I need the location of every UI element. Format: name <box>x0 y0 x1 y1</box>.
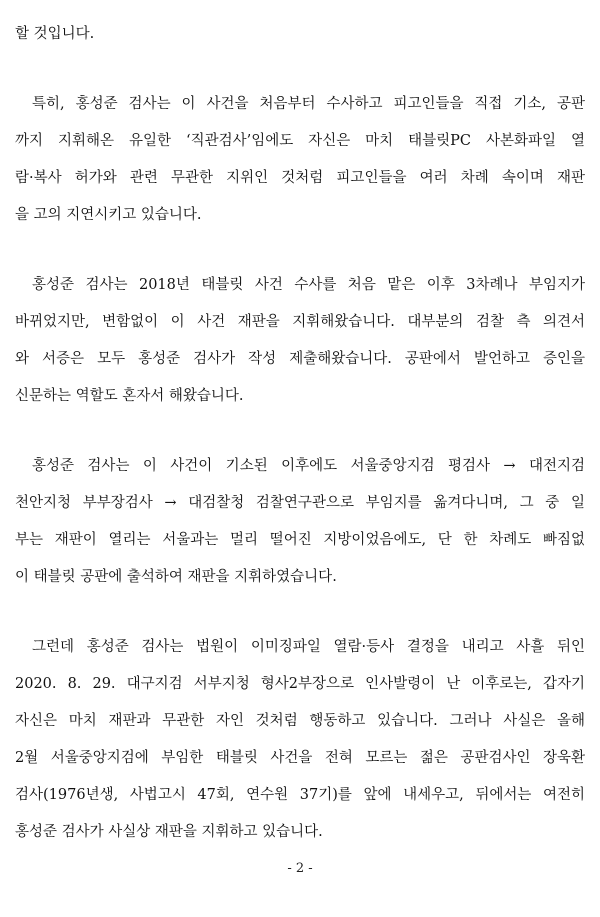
paragraph-line: 2월 서울중앙지검에 부임한 태블릿 사건을 전혀 모르는 젊은 공판검사인 장욱환 <box>15 750 585 766</box>
paragraph-line: 신문하는 역할도 혼자서 해왔습니다. <box>15 388 244 404</box>
paragraph-line: 자신은 마치 재판과 무관한 자인 것처럼 행동하고 있습니다. 그러나 사실은 올해 <box>15 713 585 729</box>
paragraph-line: 특히, 홍성준 검사는 이 사건을 처음부터 수사하고 피고인들을 직접 기소, 공판 <box>32 96 585 112</box>
paragraph-line: 부는 재판이 열리는 서울과는 멀리 떨어진 지방이었음에도, 단 한 차례도 빠짐없 <box>15 532 585 548</box>
paragraph-line: 천안지청 부부장검사 → 대검찰청 검찰연구관으로 부임지를 옮겨다니며, 그 중 일 <box>15 495 585 511</box>
paragraph-line: 이 태블릿 공판에 출석하여 재판을 지휘하였습니다. <box>15 569 337 585</box>
paragraph-line: 홍성준 검사는 2018년 태블릿 사건 수사를 처음 맡은 이후 3차례나 부임지가 <box>32 277 585 293</box>
paragraph-line: 와 서증은 모두 홍성준 검사가 작성 제출해왔습니다. 공판에서 발언하고 증인을 <box>15 351 585 367</box>
paragraph-line: 그런데 홍성준 검사는 법원이 이미징파일 열람·등사 결정을 내리고 사흘 뒤인 <box>32 639 585 655</box>
paragraph-line: 바뀌었지만, 변함없이 이 사건 재판을 지휘해왔습니다. 대부분의 검찰 측 의견서 <box>15 314 585 330</box>
paragraph-line: 검사(1976년생, 사법고시 47회, 연수원 37기)를 앞에 내세우고, 뒤에서는 여전히 <box>15 787 585 803</box>
paragraph-line: 2020. 8. 29. 대구지검 서부지청 형사2부장으로 인사발령이 난 이후로는, 갑자기 <box>15 676 585 692</box>
page-number: - 2 - <box>287 861 313 876</box>
paragraph-line: 까지 지휘해온 유일한 ‘직관검사’임에도 자신은 마치 태블릿PC 사본화파일 열 <box>15 133 585 149</box>
paragraph-line: 홍성준 검사는 이 사건이 기소된 이후에도 서울중앙지검 평검사 → 대전지검 <box>32 458 585 474</box>
paragraph-line: 할 것입니다. <box>15 26 95 42</box>
paragraph-line: 람·복사 허가와 관련 무관한 지위인 것처럼 피고인들을 여러 차례 속이며 재판 <box>15 170 585 186</box>
paragraph-line: 홍성준 검사가 사실상 재판을 지휘하고 있습니다. <box>15 824 323 840</box>
paragraph-line: 을 고의 지연시키고 있습니다. <box>15 207 202 223</box>
